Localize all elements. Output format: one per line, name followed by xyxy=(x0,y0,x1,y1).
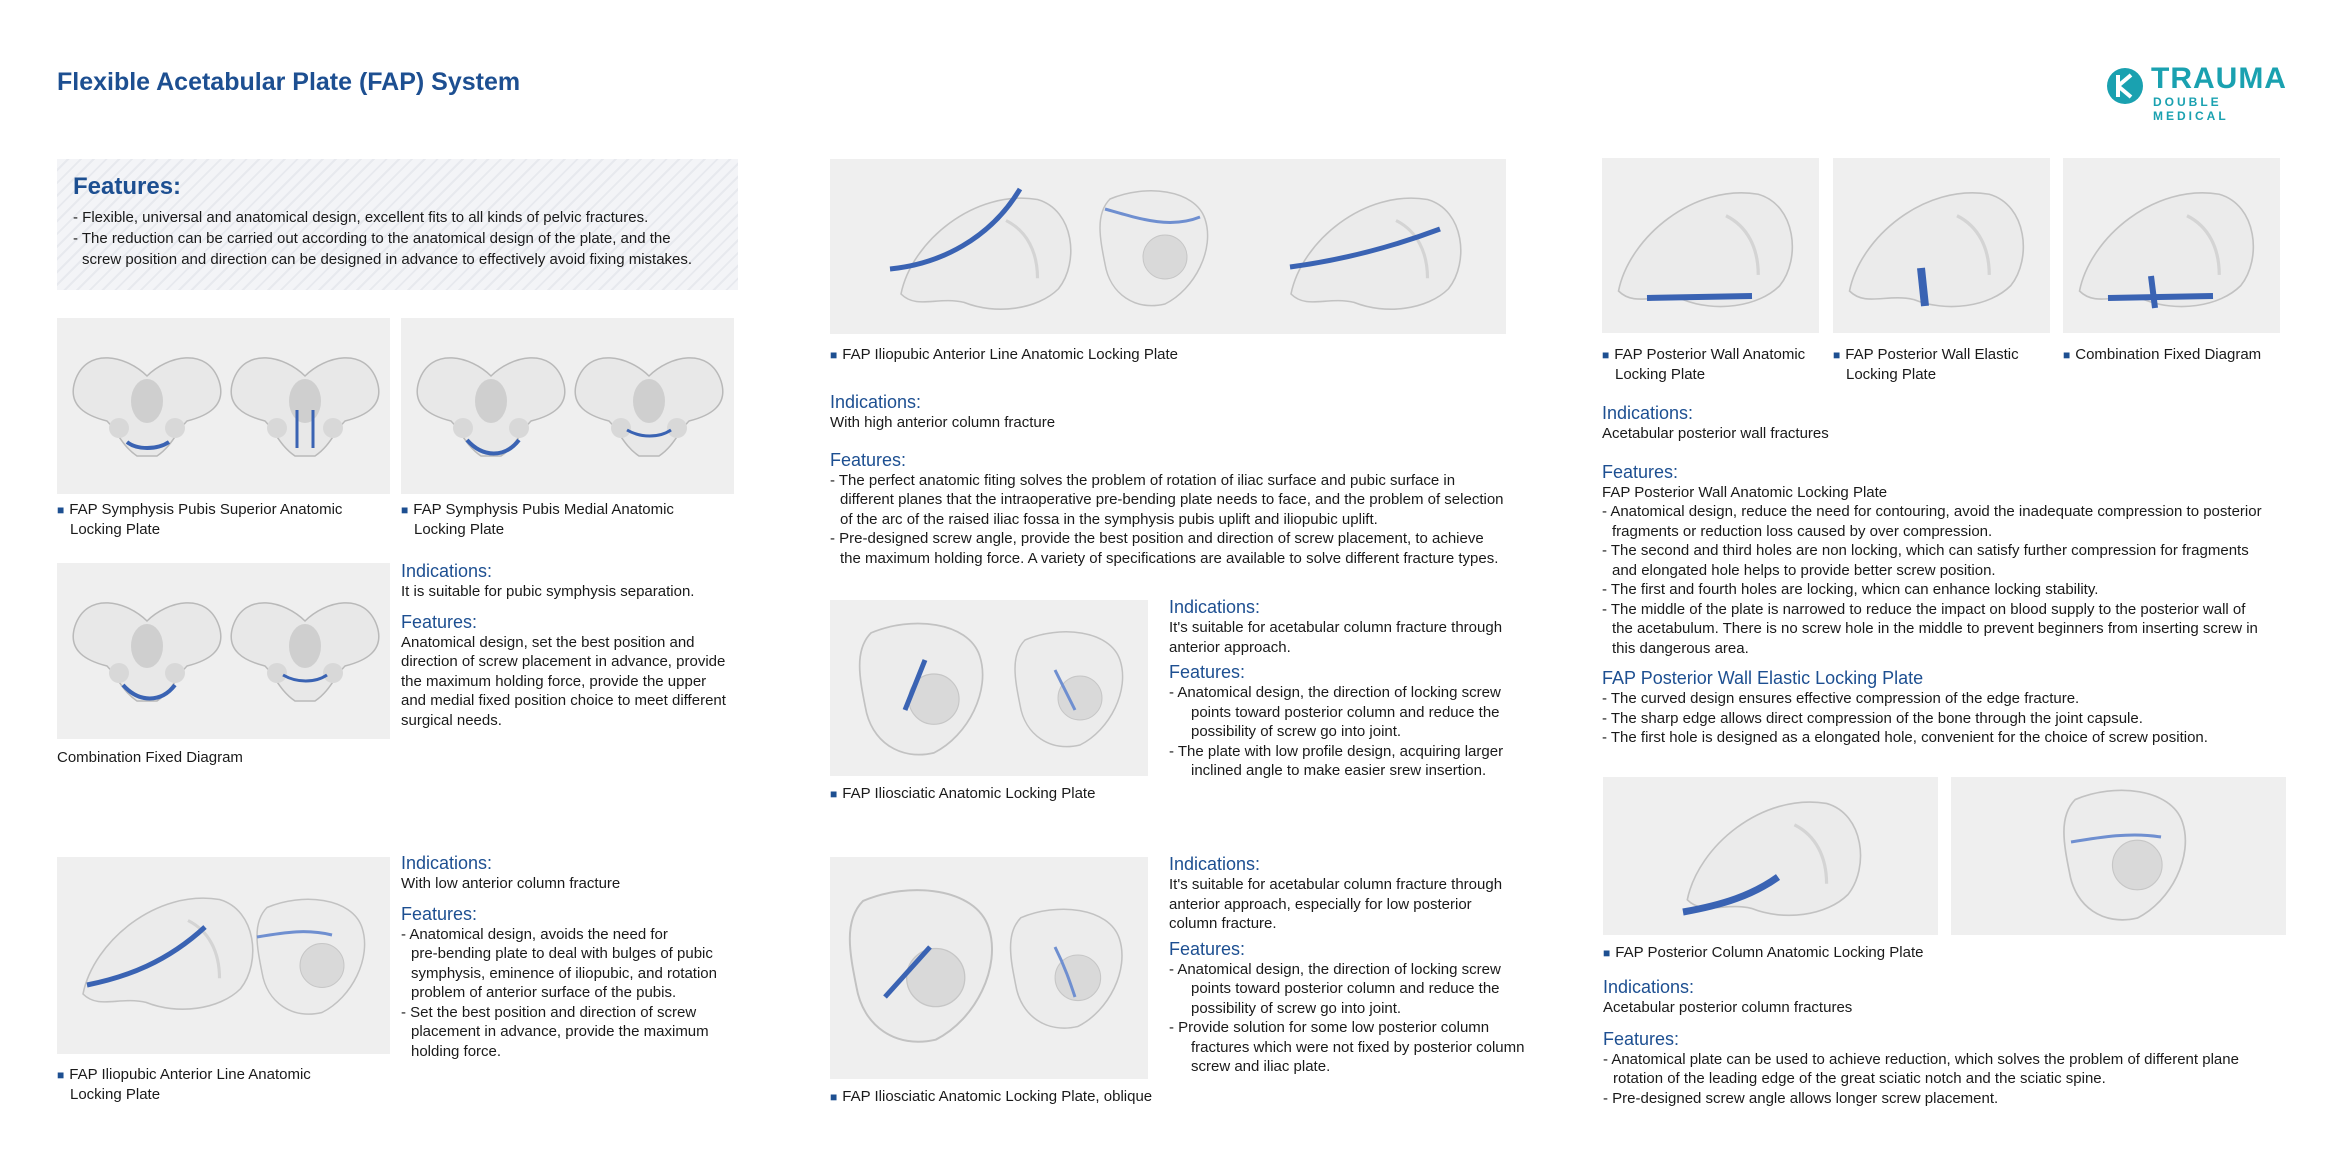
feature-line: - The second and third holes are non locking, which can satisfy further compression for fragments xyxy=(1602,542,2249,559)
features-line: - The reduction can be carried out according to the anatomical design of the plate, and the xyxy=(73,230,671,247)
feature-line: and elongated hole helps to provide better screw position. xyxy=(1612,561,1996,579)
indications-text: It's suitable for acetabular column fracture through xyxy=(1169,619,1503,636)
feature-line: points toward posterior column and reduce the xyxy=(1191,980,1500,997)
logo-wordmark: TRAUMA xyxy=(2151,62,2287,95)
features-subheading: Features: xyxy=(1169,938,1246,959)
posterior-wall-anatomic-caption: ■ FAP Posterior Wall Anatomic Locking Plate xyxy=(1602,346,1806,383)
feature-line: - Set the best position and direction of screw xyxy=(401,1003,697,1021)
bullet-square-icon: ■ xyxy=(1833,348,1841,362)
features-subheading: Features: xyxy=(1169,662,1246,682)
features-subheading: Features: xyxy=(830,449,907,470)
feature-line: - The middle of the plate is narrowed to reduce the impact on blood supply to the posterior wall of xyxy=(1602,600,2246,618)
feature-line: - The plate with low profile design, acquiring larger xyxy=(1169,742,1504,760)
feature-line: of the arc of the raised iliac fossa in the symphysis pubis uplift and iliopubic uplift. xyxy=(840,510,1378,528)
features-subheading: Features: xyxy=(401,903,478,924)
indications-heading: Indications: xyxy=(1169,854,1261,874)
feature-line: this dangerous area. xyxy=(1612,639,1749,657)
feature-line: fragments or reduction loss caused by over compression. xyxy=(1612,522,1993,540)
feature-line: surgical needs. xyxy=(401,711,502,729)
indications-heading: Indications: xyxy=(401,561,493,581)
page-title: Flexible Acetabular Plate (FAP) System xyxy=(57,68,521,96)
feature-line: the maximum holding force, provide the upper xyxy=(401,672,707,690)
indications-text: Acetabular posterior column fractures xyxy=(1603,999,1853,1016)
feature-line: rotation of the leading edge of the great sciatic notch and the sciatic spine. xyxy=(1613,1070,2106,1087)
feature-line: - The sharp edge allows direct compression of the bone through the joint capsule. xyxy=(1602,709,2143,727)
symphysis-medial-caption: ■ FAP Symphysis Pubis Medial Anatomic Locking Plate xyxy=(401,501,674,538)
logo-subtitle: DOUBLE MEDICAL xyxy=(2153,95,2229,123)
feature-line: possibility of screw go into joint. xyxy=(1191,999,1402,1017)
feature-line: placement in advance, provide the maximum xyxy=(411,1023,709,1040)
iliosciatic-image xyxy=(830,600,1148,776)
indications-text: It's suitable for acetabular column fracture through xyxy=(1169,876,1503,893)
posterior-wall-elastic-image xyxy=(1833,158,2050,333)
feature-line: - Anatomical design, avoids the need for xyxy=(401,925,668,943)
posterior-wall-text-block xyxy=(1602,402,2262,748)
feature-line: - Provide solution for some low posterior column xyxy=(1169,1019,1490,1036)
posterior-column-image-2 xyxy=(1951,777,2286,935)
feature-line: fractures which were not fixed by posterior column xyxy=(1191,1038,1525,1056)
bullet-square-icon: ■ xyxy=(830,1090,838,1104)
symphysis-superior-caption: ■ FAP Symphysis Pubis Superior Anatomic Locking Plate xyxy=(57,501,343,538)
indications-text: With high anterior column fracture xyxy=(830,414,1056,431)
bullet-square-icon: ■ xyxy=(57,503,65,517)
feature-line: - Anatomical design, the direction of locking screw xyxy=(1169,684,1501,701)
features-box xyxy=(57,159,738,290)
iliosciatic-oblique-caption: ■ FAP Iliosciatic Anatomic Locking Plate, oblique xyxy=(830,1088,1153,1105)
iliopubic-high-text-block xyxy=(830,391,1504,568)
elastic-plate-heading: FAP Posterior Wall Elastic Locking Plate xyxy=(1602,668,1924,688)
indications-text: With low anterior column fracture xyxy=(401,875,621,892)
feature-line: holding force. xyxy=(411,1042,502,1060)
combination-caption: Combination Fixed Diagram xyxy=(57,749,243,766)
iliosciatic-caption: ■ FAP Iliosciatic Anatomic Locking Plate xyxy=(830,785,1096,802)
indications-text: anterior approach, especially for low posterior xyxy=(1169,895,1472,913)
symphysis-combination-image xyxy=(57,563,390,739)
indications-heading: Indications: xyxy=(401,853,493,873)
iliopubic-high-image xyxy=(830,159,1506,334)
posterior-wall-combination-image xyxy=(2063,158,2280,333)
features-heading: Features: xyxy=(73,173,182,200)
feature-line: - Anatomical design, the direction of locking screw xyxy=(1169,960,1501,978)
feature-line: - The perfect anatomic fiting solves the problem of rotation of iliac surface and pubic surface in xyxy=(830,471,1456,489)
indications-text: It is suitable for pubic symphysis separation. xyxy=(401,583,695,600)
posterior-column-text-block xyxy=(1603,976,2239,1108)
feature-line: points toward posterior column and reduce the xyxy=(1191,703,1500,721)
features-subheading: Features: xyxy=(401,611,478,632)
feature-line: - The first hole is designed as a elongated hole, convenient for the choice of screw position. xyxy=(1602,729,2208,746)
feature-line: problem of anterior surface of the pubis. xyxy=(411,984,677,1001)
feature-line: and medial fixed position choice to meet different xyxy=(401,692,726,709)
symphysis-text-block xyxy=(401,560,726,730)
posterior-column-image-1 xyxy=(1603,777,1938,935)
feature-line: - Pre-designed screw angle, provide the best position and direction of screw placement, to achieve xyxy=(830,530,1484,547)
feature-line: direction of screw placement in advance, provide xyxy=(401,653,726,670)
iliopubic-low-text-block xyxy=(401,852,717,1061)
indications-heading: Indications: xyxy=(1169,597,1261,617)
bullet-square-icon: ■ xyxy=(830,787,838,801)
feature-line: screw and iliac plate. xyxy=(1191,1058,1331,1075)
features-line: - Flexible, universal and anatomical design, excellent fits to all kinds of pelvic fractures. xyxy=(73,209,649,226)
bullet-square-icon: ■ xyxy=(401,503,409,517)
feature-line: the acetabulum. There is no screw hole in the middle to prevent beginners from inserting screw in xyxy=(1612,620,2258,637)
iliopubic-low-image xyxy=(57,857,390,1054)
bullet-square-icon: ■ xyxy=(830,348,838,362)
bullet-square-icon: ■ xyxy=(1602,348,1610,362)
feature-line: different planes that the intraoperative pre-bending plate needs to face, and the problem of selection xyxy=(840,491,1504,508)
iliosciatic-text-block xyxy=(1169,596,1503,781)
indications-text: Acetabular posterior wall fractures xyxy=(1602,425,1829,442)
feature-line: possibility of screw go into joint. xyxy=(1191,723,1402,740)
plate-subheading: FAP Posterior Wall Anatomic Locking Plate xyxy=(1602,483,1888,501)
feature-line: inclined angle to make easier srew insertion. xyxy=(1191,762,1487,779)
symphysis-medial-image xyxy=(401,318,734,494)
posterior-wall-combination-caption: ■ Combination Fixed Diagram xyxy=(2063,346,2262,363)
posterior-wall-elastic-caption: ■ FAP Posterior Wall Elastic Locking Plate xyxy=(1833,346,2019,383)
indications-heading: Indications: xyxy=(1603,977,1695,997)
features-subheading: Features: xyxy=(1602,461,1679,482)
trauma-logo-icon xyxy=(2105,66,2145,106)
posterior-wall-anatomic-image xyxy=(1602,158,1819,333)
feature-line: - The curved design ensures effective compression of the edge fracture. xyxy=(1602,690,2080,707)
posterior-column-caption: ■ FAP Posterior Column Anatomic Locking Plate xyxy=(1603,944,1924,961)
feature-line: symphysis, eminence of iliopubic, and rotation xyxy=(411,964,717,982)
symphysis-superior-image xyxy=(57,318,390,494)
feature-line: - The first and fourth holes are locking, whicn can enhance locking stability. xyxy=(1602,581,2099,598)
bullet-square-icon: ■ xyxy=(1603,946,1611,960)
features-subheading: Features: xyxy=(1603,1028,1680,1049)
feature-line: - Anatomical plate can be used to achieve reduction, which solves the problem of different plane xyxy=(1603,1050,2239,1068)
indications-heading: Indications: xyxy=(1602,403,1694,423)
iliopubic-low-caption: ■ FAP Iliopubic Anterior Line Anatomic Locking Plate xyxy=(57,1066,311,1103)
brand-logo xyxy=(2105,62,2287,123)
iliosciatic-oblique-image xyxy=(830,857,1148,1079)
indications-text: column fracture. xyxy=(1169,915,1277,932)
feature-line: the maximum holding force. A variety of specifications are available to solve different fracture types. xyxy=(840,549,1499,567)
feature-line: Anatomical design, set the best position and xyxy=(401,633,695,651)
indications-heading: Indications: xyxy=(830,392,922,412)
iliosciatic-oblique-text-block xyxy=(1169,853,1524,1077)
iliopubic-high-caption: ■ FAP Iliopubic Anterior Line Anatomic Locking Plate xyxy=(830,346,1179,363)
bullet-square-icon: ■ xyxy=(57,1068,65,1082)
feature-line: - Anatomical design, reduce the need for contouring, avoid the inadequate compression to posterior xyxy=(1602,503,2262,520)
feature-line: pre-bending plate to deal with bulges of pubic xyxy=(411,945,713,962)
bullet-square-icon: ■ xyxy=(2063,348,2071,362)
feature-line: - Pre-designed screw angle allows longer screw placement. xyxy=(1603,1089,1999,1107)
indications-text: anterior approach. xyxy=(1169,638,1291,656)
features-line: screw position and direction can be designed in advance to effectively avoid fixing mistakes. xyxy=(82,251,693,268)
